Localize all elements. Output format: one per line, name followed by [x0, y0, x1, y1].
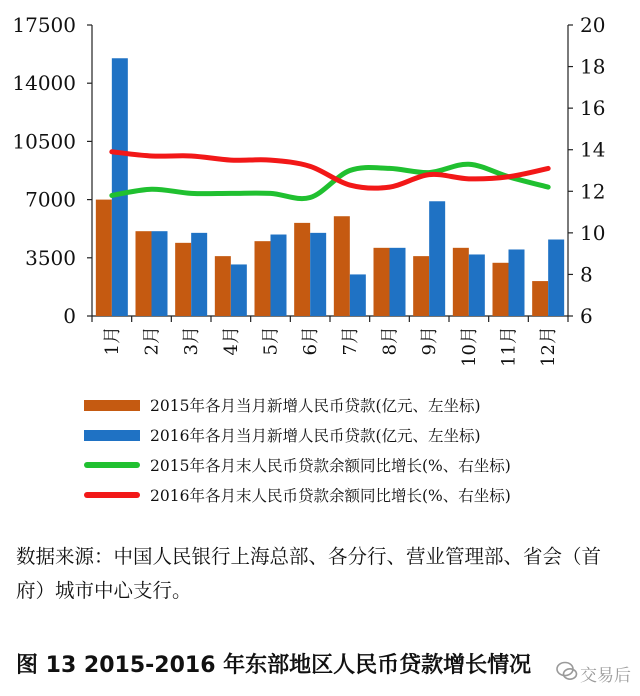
- legend-swatch-2015-line: [84, 462, 140, 468]
- y-right-tick-label: 8: [580, 262, 593, 287]
- x-tick-label: 9月: [419, 326, 441, 356]
- x-tick-label: 6月: [300, 326, 322, 356]
- legend-item-2015-bar: [84, 392, 481, 418]
- bar-2016: [191, 233, 207, 316]
- lines: [112, 152, 548, 199]
- y-right-tick-label: 6: [580, 304, 593, 328]
- bar-2015: [532, 281, 548, 316]
- x-tick-label: 3月: [181, 326, 203, 356]
- x-tick-label: 4月: [220, 326, 242, 356]
- watermark-text: 交易后: [580, 666, 631, 686]
- legend-swatch-2016-bar: [84, 430, 140, 441]
- line-2015-growth: [112, 164, 548, 198]
- legend-label-2015-line: 2015年各月末人民币贷款余额同比增长(%、右坐标): [150, 457, 511, 475]
- y-right-tick-label: 12: [580, 179, 606, 204]
- x-tick-label: 7月: [339, 326, 361, 356]
- bar-2015: [294, 223, 310, 316]
- x-tick-label: 12月: [538, 326, 560, 367]
- figure-caption: 图 13 2015-2016 年东部地区人民币贷款增长情况: [16, 653, 532, 678]
- bar-2015: [175, 243, 191, 316]
- bar-2016: [310, 233, 326, 316]
- y-left-tick-label: 0: [63, 304, 76, 328]
- source-note: 数据来源：中国人民银行上海总部、各分行、营业管理部、省会（首府）城市中心支行。: [16, 545, 602, 602]
- bar-2016: [509, 249, 525, 316]
- y-left-tick-label: 10500: [12, 129, 76, 154]
- legend-swatch-2015-bar: [84, 400, 140, 411]
- x-tick-label: 1月: [101, 326, 123, 356]
- bar-2015: [215, 256, 231, 316]
- bar-2016: [469, 254, 485, 316]
- bar-2015: [493, 263, 509, 316]
- bar-2016: [152, 231, 168, 316]
- y-right-tick-label: 14: [580, 137, 606, 162]
- y-left-tick-label: 14000: [12, 71, 76, 96]
- bar-2015: [413, 256, 429, 316]
- bar-2015: [255, 241, 271, 316]
- bar-2015: [334, 216, 350, 316]
- y-left-tick-label: 3500: [25, 245, 76, 270]
- bar-2015: [374, 248, 390, 316]
- x-tick-label: 11月: [498, 326, 520, 367]
- x-tick-label: 2月: [141, 326, 163, 356]
- bar-2016: [429, 201, 445, 316]
- legend-label-2016-bar: 2016年各月当月新增人民币贷款(亿元、左坐标): [150, 427, 481, 445]
- bar-2016: [112, 58, 128, 316]
- legend-label-2016-line: 2016年各月末人民币贷款余额同比增长(%、右坐标): [150, 487, 511, 505]
- legend-item-2016-bar: [84, 422, 481, 448]
- x-tick-label: 8月: [379, 326, 401, 356]
- bar-2016: [271, 235, 287, 316]
- legend-item-2016-line: [84, 482, 511, 508]
- y-left-tick-label: 17500: [12, 13, 76, 37]
- bar-2016: [390, 248, 406, 316]
- legend-item-2015-line: [84, 452, 511, 478]
- watermark: [556, 652, 636, 692]
- y-left-tick-label: 7000: [25, 187, 76, 212]
- bar-2015: [136, 231, 152, 316]
- y-right-tick-label: 16: [580, 96, 606, 121]
- legend-label-2015-bar: 2015年各月当月新增人民币贷款(亿元、左坐标): [150, 397, 481, 415]
- bar-2016: [548, 240, 564, 316]
- x-tick-label: 5月: [260, 326, 282, 356]
- y-right-tick-label: 18: [580, 54, 606, 79]
- x-tick-label: 10月: [458, 326, 480, 367]
- legend-swatch-2016-line: [84, 492, 140, 498]
- bar-2015: [96, 200, 112, 316]
- y-right-tick-label: 10: [580, 220, 606, 245]
- y-right-tick-label: 20: [580, 13, 606, 37]
- bar-2016: [231, 264, 247, 316]
- wechat-icon: [556, 660, 578, 682]
- bar-2015: [453, 248, 469, 316]
- bar-2016: [350, 274, 366, 316]
